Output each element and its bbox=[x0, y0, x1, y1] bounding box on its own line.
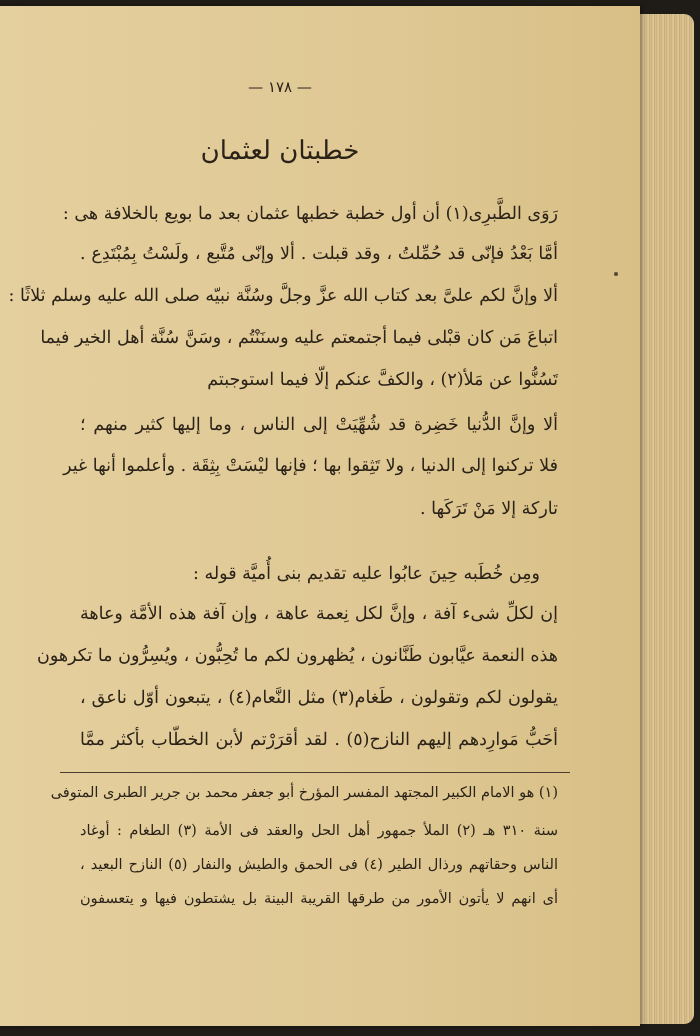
body-line: ومِن خُطَبه حِينَ عابُوا عليه تقديم بنى أُميَّة قوله : bbox=[193, 564, 540, 584]
body-line: إن لكلِّ شىء آفة ، وإنَّ لكل نِعمة عاهة ، وإن آفة هذه الأمَّة وعاهة bbox=[80, 604, 558, 624]
footnote-line: الناس وحقاتهم ورذال الطير (٤) فى الحمق والطيش والنفار (٥) النازح البعيد ، bbox=[80, 857, 558, 873]
body-line: تاركة إلا مَنْ تَرَكَها . bbox=[420, 499, 558, 519]
footnote-divider bbox=[60, 772, 570, 773]
body-line: رَوَى الطَّبرِى(١) أن أول خطبة خطبها عثمان بعد ما بويع بالخلافة هى : bbox=[62, 204, 558, 224]
page-heading: خطبتان لعثمان bbox=[200, 136, 360, 166]
body-line: ألا وإنَّ لكم علىَّ بعد كتاب الله عزَّ وجلَّ وسُنَّة نبيّه صلى الله عليه وسلم ثلاثًا : bbox=[8, 286, 558, 306]
body-line: يقولون لكم وتقولون ، طَغام(٣) مثل النَّعام(٤) ، يتبعون أوّل ناعق ، bbox=[80, 688, 558, 708]
body-line: أمَّا بَعْدُ فإنّى قد حُمِّلتُ ، وقد قبلت . ألا وإنّى مُتَّبع ، ولَسْتُ بِمُبْتَدِع . bbox=[80, 244, 558, 264]
body-line: ألا وإنَّ الدُّنيا خَضِرة قد شُهِّيَتْ إلى الناس ، وما إليها كثير منهم ؛ bbox=[80, 415, 558, 435]
body-line: هذه النعمة عيَّابون طَنَّانون ، يُظهرون لكم ما تُحِبُّون ، ويُسِرُّون ما تكرهون bbox=[36, 646, 558, 666]
footnote-line: أى انهم لا يأتون الأمور من طرقها القريبة البينة بل يشتطون فيها و يتعسفون bbox=[80, 891, 558, 907]
footnote-line: (١) هو الامام الكبير المجتهد المفسر المؤرخ أبو جعفر محمد بن جرير الطبرى المتوفى bbox=[50, 785, 558, 801]
body-line: تَسُنُّوا عن مَلأ(٢) ، والكفَّ عنكم إلّا فيما استوجبتم bbox=[207, 370, 558, 390]
page-number: — ١٧٨ — bbox=[248, 78, 312, 96]
body-line: أحَبُّ مَوارِدهم إليهم النازح(٥) . لقد أقرَرْتم لأبن الخطّاب بأكثر ممَّا bbox=[80, 730, 558, 750]
body-line: اتباعَ مَن كان قبْلى فيما أجتمعتم عليه وسنَنْتُم ، وسَنَّ سُنَّة أهل الخير فيما bbox=[40, 328, 558, 348]
ink-speck bbox=[614, 272, 618, 276]
footnote-line: سنة ٣١٠ هـ (٢) الملأ جمهور أهل الحل والعقد فى الأمة (٣) الطغام : أوغاد bbox=[80, 823, 558, 839]
book-page bbox=[0, 6, 640, 1026]
body-line: فلا تركنوا إلى الدنيا ، ولا تَثِقوا بها ؛ فإنها ليْسَتْ بِثِقَة . وأعلموا أنها غير bbox=[63, 456, 558, 476]
